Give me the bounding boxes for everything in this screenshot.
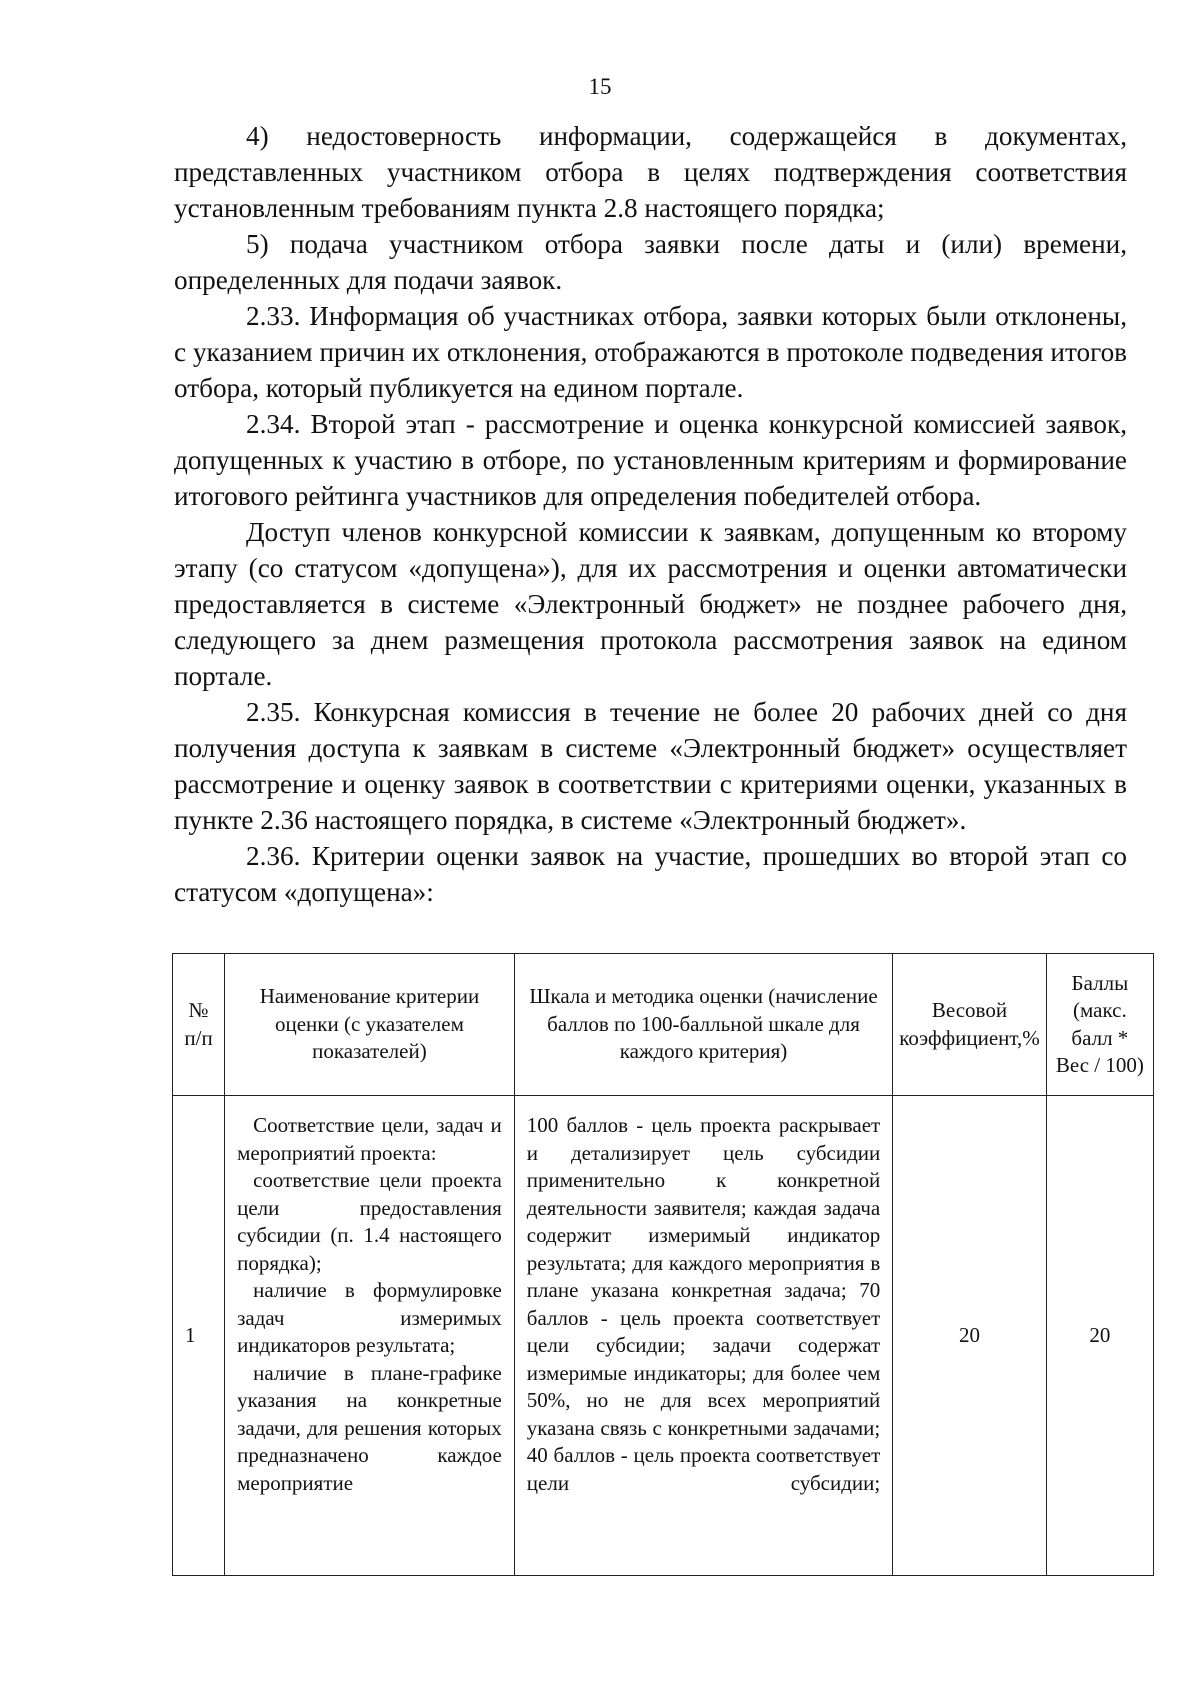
criteria-item: наличие в формулировке задач измеримых индикаторов результата; <box>237 1278 502 1357</box>
header-weight: Весовой коэффициент,% <box>893 954 1046 1096</box>
paragraph-2-34: 2.34. Второй этап - рассмотрение и оценка конкурсной комиссией заявок, допущенных к участию в отборе, по установленным критериям и формирование итогового рейтинга участников для определения победителей отбора. <box>174 409 1127 511</box>
criteria-item: соответствие цели проекта цели предоставления субсидии (п. 1.4 настоящего порядка); <box>237 1168 502 1275</box>
row-weight: 20 <box>893 1096 1046 1576</box>
paragraph-2-35: 2.35. Конкурсная комиссия в течение не более 20 рабочих дней со дня получения доступа к заявкам в системе «Электронный бюджет» осуществляет рассмотрение и оценку заявок в соответствии с критериями оценки, указанных в пункте 2.36 настоящего порядка, в системе «Электронный бюджет». <box>174 697 1127 835</box>
document-body <box>174 118 1127 910</box>
criteria-item: Соответствие цели, задач и мероприятий проекта: <box>237 1113 502 1165</box>
paragraph-2-36: 2.36. Критерии оценки заявок на участие, прошедших во второй этап со статусом «допущена»: <box>174 841 1127 907</box>
table-header-row <box>173 954 1154 1096</box>
row-num: 1 <box>173 1096 225 1576</box>
page-number: 15 <box>588 74 612 99</box>
table-row <box>173 1096 1154 1576</box>
paragraph-access: Доступ членов конкурсной комиссии к заявкам, допущенным ко второму этапу (со статусом «допущена»), для их рассмотрения и оценки автоматически предоставляется в системе «Электронный бюджет» не позднее рабочего дня, следующего за днем размещения протокола рассмотрения заявок на едином портале. <box>174 517 1127 691</box>
paragraph-item-4: 4) недостоверность информации, содержащейся в документах, представленных участником отбора в целях подтверждения соответствия установленным требованиям пункта 2.8 настоящего порядка; <box>174 121 1127 223</box>
header-scale: Шкала и методика оценки (начисление баллов по 100-балльной шкале для каждого критерия) <box>514 954 892 1096</box>
row-criteria <box>225 1096 515 1576</box>
scale-text: 100 баллов - цель проекта раскрывает и детализирует цель субсидии применительно к конкретной деятельности заявителя; каждая задача содержит измеримый индикатор результата; для каждого мероприятия в плане указана конкретная задача; 70 баллов - цель проекта соответствует цели субсидии; задачи содержат измеримые индикаторы; для более чем 50%, но не для всех мероприятий указана связь с конкретными задачами; 40 баллов - цель проекта соответствует цели субсидии; <box>526 1113 881 1495</box>
header-score: Баллы (макс. балл * Вес / 100) <box>1046 954 1153 1096</box>
row-scale <box>514 1096 892 1576</box>
paragraph-2-33: 2.33. Информация об участниках отбора, заявки которых были отклонены, с указанием причин их отклонения, отображаются в протоколе подведения итогов отбора, который публикуется на едином портале. <box>174 301 1127 403</box>
criteria-table <box>172 953 1154 1576</box>
criteria-item: наличие в плане-графике указания на конкретные задачи, для решения которых предназначено каждое мероприятие <box>237 1360 502 1495</box>
header-num: № п/п <box>173 954 225 1096</box>
paragraph-item-5: 5) подача участником отбора заявки после даты и (или) времени, определенных для подачи заявок. <box>174 229 1127 295</box>
header-name: Наименование критерии оценки (с указателем показателей) <box>225 954 515 1096</box>
row-score: 20 <box>1046 1096 1153 1576</box>
